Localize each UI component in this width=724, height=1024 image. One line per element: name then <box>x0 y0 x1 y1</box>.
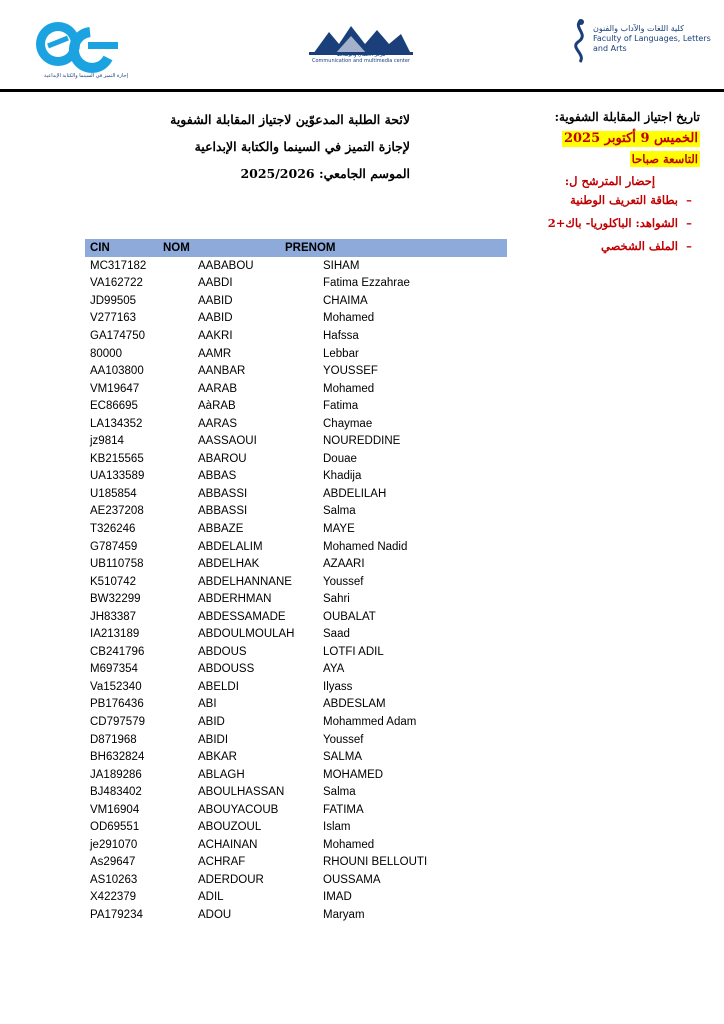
nom-cell: ADIL <box>198 891 224 904</box>
nom-cell: ACHAINAN <box>198 838 258 851</box>
prenom-cell: Chaymae <box>323 417 373 430</box>
cin-cell: K510742 <box>90 575 137 588</box>
nom-cell: AASSAOUI <box>198 435 257 448</box>
prenom-cell: Mohamed <box>323 312 375 325</box>
table-row <box>85 397 507 415</box>
table-row <box>85 432 507 450</box>
prenom-cell: FATIMA <box>323 803 364 816</box>
table-row <box>85 678 507 696</box>
prenom-cell: YOUSSEF <box>323 365 378 378</box>
title-line-2: لإجازة التميز في السينما والكتابة الإبداعية <box>194 139 410 154</box>
page-header <box>0 0 724 92</box>
cin-cell: VM19647 <box>90 382 140 395</box>
faculty-emblem-icon <box>566 16 596 66</box>
nom-cell: ABIDI <box>198 733 229 746</box>
nom-cell: ABID <box>198 715 225 728</box>
table-row <box>85 275 507 293</box>
nom-cell: ABDOUS <box>198 645 247 658</box>
cin-cell: PA179234 <box>90 909 143 921</box>
table-row <box>85 889 507 907</box>
prenom-cell: Fatima <box>323 400 359 413</box>
faculty-name-en: Faculty of Languages, Letters and Arts <box>593 34 711 53</box>
header-divider <box>0 89 724 92</box>
nom-cell: ABBASSI <box>198 487 248 500</box>
cin-cell: 80000 <box>90 347 122 360</box>
list-item: – الملف الشخصي <box>600 239 692 253</box>
prenom-cell: Ilyass <box>323 680 353 693</box>
interview-time: التاسعة صباحا <box>631 152 698 166</box>
academic-season: الموسم الجامعي: 2025/2026 <box>240 166 410 181</box>
mid-logo-caption-en: Communication and multimedia center <box>311 58 411 64</box>
prenom-cell: Fatima Ezzahrae <box>323 277 410 290</box>
column-header-cin: CIN <box>90 242 110 254</box>
cin-cell: X422379 <box>90 891 137 904</box>
prenom-cell: Mohammed Adam <box>323 715 417 728</box>
cin-cell: PB176436 <box>90 698 144 711</box>
list-item: – بطاقة التعريف الوطنية <box>570 193 692 207</box>
cin-cell: V277163 <box>90 312 137 325</box>
prenom-cell: AZAARI <box>323 558 365 571</box>
nom-cell: ABAROU <box>198 452 247 465</box>
cin-cell: KB215565 <box>90 452 144 465</box>
document-title <box>150 112 410 193</box>
prenom-cell: Youssef <box>323 733 364 746</box>
faculty-name <box>593 24 718 54</box>
table-row <box>85 450 507 468</box>
nom-cell: ABBASSI <box>198 505 248 518</box>
prenom-cell: Mohamed <box>323 838 375 851</box>
prenom-cell: Saad <box>323 628 350 641</box>
cin-cell: AS10263 <box>90 873 138 886</box>
cin-cell: T326246 <box>90 522 136 535</box>
prenom-cell: ABDESLAM <box>323 698 386 711</box>
cin-cell: EC86695 <box>90 400 138 413</box>
nom-cell: AAMR <box>198 347 232 360</box>
prenom-cell: Lebbar <box>323 347 359 360</box>
prenom-cell: Maryam <box>323 909 365 921</box>
table-row <box>85 555 507 573</box>
table-row <box>85 520 507 538</box>
table-row <box>85 871 507 889</box>
nom-cell: AAKRI <box>198 329 233 342</box>
table-row <box>85 819 507 837</box>
table-row <box>85 380 507 398</box>
cin-cell: D871968 <box>90 733 137 746</box>
table-row <box>85 310 507 328</box>
prenom-cell: MOHAMED <box>323 768 384 781</box>
prenom-cell: LOTFI ADIL <box>323 645 384 658</box>
cin-cell: jz9814 <box>90 435 124 448</box>
table-row <box>85 643 507 661</box>
nom-cell: AàRAB <box>198 400 236 413</box>
prenom-cell: RHOUNI BELLOUTI <box>323 856 428 869</box>
nom-cell: AABID <box>198 312 233 325</box>
cin-cell: LA134352 <box>90 417 143 430</box>
prenom-cell: ABDELILAH <box>323 487 387 500</box>
cin-cell: BJ483402 <box>90 786 142 799</box>
table-row <box>85 766 507 784</box>
table-row <box>85 661 507 679</box>
table-row <box>85 854 507 872</box>
table-row <box>85 468 507 486</box>
document-item: بطاقة التعريف الوطنية <box>570 193 678 207</box>
interview-date: الخميس 9 أكتوبر 2025 <box>563 131 698 146</box>
document-item: الشواهد: الباكلوريا- باك+2 <box>547 216 678 230</box>
prenom-cell: IMAD <box>323 891 352 904</box>
prenom-cell: SIHAM <box>323 259 360 272</box>
nom-cell: AARAS <box>198 417 237 430</box>
table-row <box>85 783 507 801</box>
nom-cell: ADERDOUR <box>198 873 264 886</box>
cin-cell: JD99505 <box>90 294 137 307</box>
candidates-table <box>85 239 507 924</box>
table-row <box>85 257 507 275</box>
nom-cell: ABELDI <box>198 680 239 693</box>
prenom-cell: CHAIMA <box>323 294 368 307</box>
nom-cell: AARAB <box>198 382 237 395</box>
nom-cell: ABDOULMOULAH <box>198 628 295 641</box>
nom-cell: ABOULHASSAN <box>198 786 285 799</box>
cin-cell: CB241796 <box>90 645 145 658</box>
cin-cell: G787459 <box>90 540 138 553</box>
nom-cell: AABDI <box>198 277 233 290</box>
table-row <box>85 836 507 854</box>
table-header <box>85 239 507 257</box>
mid-logo-caption <box>305 52 417 64</box>
nom-cell: ABBAZE <box>198 522 244 535</box>
nom-cell: ABDESSAMADE <box>198 610 286 623</box>
cin-cell: AA103800 <box>90 365 144 378</box>
nom-cell: AABID <box>198 294 233 307</box>
nom-cell: ABLAGH <box>198 768 245 781</box>
table-row <box>85 292 507 310</box>
prenom-cell: Khadija <box>323 470 362 483</box>
nom-cell: ACHRAF <box>198 856 246 869</box>
list-item: – الشواهد: الباكلوريا- باك+2 <box>547 216 692 230</box>
prenom-cell: OUSSAMA <box>323 873 381 886</box>
prenom-cell: Salma <box>323 786 356 799</box>
table-row <box>85 625 507 643</box>
required-documents-list <box>520 193 700 254</box>
table-row <box>85 713 507 731</box>
table-row <box>85 362 507 380</box>
table-row <box>85 906 507 924</box>
prenom-cell: Salma <box>323 505 356 518</box>
cin-cell: OD69551 <box>90 821 140 834</box>
cin-cell: BH632824 <box>90 751 145 764</box>
table-row <box>85 748 507 766</box>
cin-cell: U185854 <box>90 487 137 500</box>
prenom-cell: Sahri <box>323 593 350 606</box>
table-row <box>85 503 507 521</box>
cin-cell: Va152340 <box>90 680 142 693</box>
table-row <box>85 696 507 714</box>
nom-cell: ABBAS <box>198 470 237 483</box>
left-logo-caption: إجازة التميز في السينما والكتابة الإبداعية <box>44 73 128 79</box>
cin-cell: AE237208 <box>90 505 144 518</box>
cin-cell: VM16904 <box>90 803 140 816</box>
table-row <box>85 608 507 626</box>
interview-info <box>520 109 700 270</box>
required-documents-heading: إحضار المترشح ل: <box>564 174 656 188</box>
cin-cell: je291070 <box>90 838 138 851</box>
nom-cell: ABI <box>198 698 217 711</box>
prenom-cell: NOUREDDINE <box>323 435 401 448</box>
cin-cell: CD797579 <box>90 715 145 728</box>
cin-cell: As29647 <box>90 856 136 869</box>
prenom-cell: Douae <box>323 452 357 465</box>
column-header-nom: NOM <box>163 242 190 254</box>
prenom-cell: Mohamed Nadid <box>323 540 408 553</box>
table-row <box>85 801 507 819</box>
interview-date-heading: تاريخ اجتياز المقابلة الشفوية: <box>554 110 700 124</box>
nom-cell: ABOUYACOUB <box>198 803 279 816</box>
nom-cell: ABDOUSS <box>198 663 255 676</box>
prenom-cell: AYA <box>323 663 345 676</box>
table-row <box>85 415 507 433</box>
prenom-cell: Mohamed <box>323 382 375 395</box>
document-item: الملف الشخصي <box>600 239 678 253</box>
nom-cell: AABABOU <box>198 259 254 272</box>
table-row <box>85 538 507 556</box>
nom-cell: ABDELALIM <box>198 540 263 553</box>
cin-cell: MC317182 <box>90 259 147 272</box>
cin-cell: GA174750 <box>90 329 145 342</box>
mid-logo-caption-ar: مركز الاتصال والوسائط <box>336 52 386 58</box>
table-body <box>85 257 507 924</box>
prenom-cell: Hafssa <box>323 329 359 342</box>
cin-cell: UA133589 <box>90 470 145 483</box>
cin-cell: UB110758 <box>90 558 144 571</box>
prenom-cell: MAYE <box>323 522 355 535</box>
table-row <box>85 573 507 591</box>
nom-cell: AANBAR <box>198 365 246 378</box>
nom-cell: ABDERHMAN <box>198 593 272 606</box>
cin-cell: JH83387 <box>90 610 137 623</box>
table-row <box>85 327 507 345</box>
table-row <box>85 485 507 503</box>
prenom-cell: Youssef <box>323 575 364 588</box>
nom-cell: ABDELHANNANE <box>198 575 292 588</box>
nom-cell: ABKAR <box>198 751 237 764</box>
nom-cell: ABDELHAK <box>198 558 260 571</box>
prenom-cell: SALMA <box>323 751 362 764</box>
cin-cell: VA162722 <box>90 277 143 290</box>
title-line-1: لائحة الطلبة المدعوّين لاجتياز المقابلة الشفوية <box>170 112 410 127</box>
prenom-cell: OUBALAT <box>323 610 376 623</box>
column-header-prenom: PRENOM <box>285 242 336 254</box>
table-row <box>85 731 507 749</box>
nom-cell: ABOUZOUL <box>198 821 262 834</box>
nom-cell: ADOU <box>198 909 232 921</box>
cin-cell: JA189286 <box>90 768 142 781</box>
cin-cell: BW32299 <box>90 593 141 606</box>
faculty-name-ar: كلية اللغات والآداب والفنون <box>593 24 684 33</box>
prenom-cell: Islam <box>323 821 351 834</box>
cin-cell: M697354 <box>90 663 138 676</box>
table-row <box>85 345 507 363</box>
table-row <box>85 590 507 608</box>
cin-cell: IA213189 <box>90 628 140 641</box>
